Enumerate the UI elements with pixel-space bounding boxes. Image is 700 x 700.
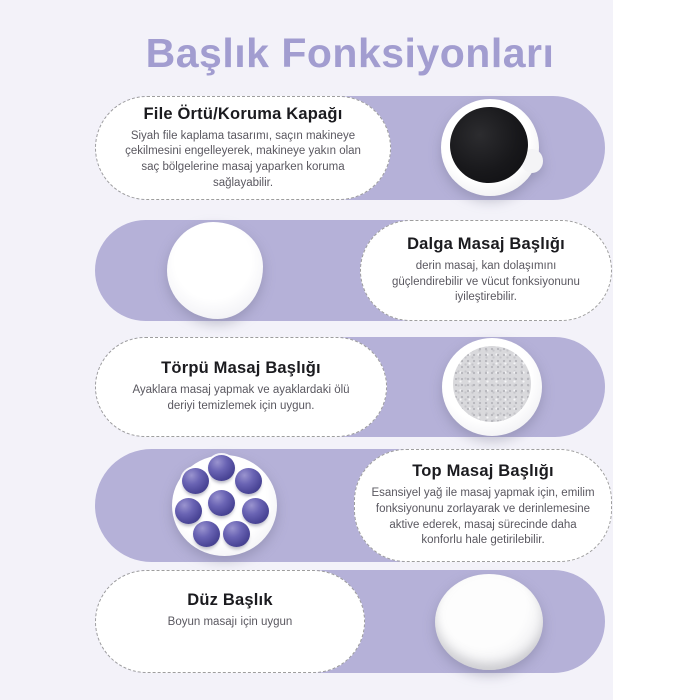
section-flat-head: [95, 570, 605, 673]
massage-ball: [182, 468, 209, 494]
massage-ball: [175, 498, 202, 524]
file-head-card: [95, 337, 387, 437]
section-ball-head: [95, 449, 605, 562]
section-wave-head: [95, 220, 605, 321]
mesh-cover-title: File Örtü/Koruma Kapağı: [143, 104, 343, 123]
massage-ball: [242, 498, 269, 524]
wave-head-description: derin masaj, kan dolaşımını güçlendirebilir ve vücut fonksiyonunu iyileştirebilir.: [392, 260, 580, 304]
flat-head-title: Düz Başlık: [187, 591, 273, 609]
flat-head-card: [95, 570, 365, 673]
file-head-description: Ayaklara masaj yapmak ve ayaklardaki ölü deriyi temizlemek için uygun.: [132, 384, 350, 412]
file-massage-head-image: [442, 338, 542, 436]
ball-head-title: Top Masaj Başlığı: [412, 462, 554, 481]
massage-ball: [193, 521, 220, 547]
flat-head-image: [435, 574, 543, 670]
massage-ball: [208, 455, 235, 481]
file-head-surface: [453, 346, 531, 422]
page-title: Başlık Fonksiyonları: [145, 30, 555, 76]
ball-massage-head-image: [172, 453, 277, 558]
wave-head-title: Dalga Masaj Başlığı: [407, 235, 565, 254]
ball-head-description: Esansiyel yağ ile masaj yapmak için, emilim fonksiyonunu zorlayarak ve derinlemesine aktive ederek, masaj sürecinde daha konforlu hale getirilebilir.: [371, 487, 595, 547]
file-head-title: Törpü Masaj Başlığı: [161, 359, 321, 378]
ball-head-card: [354, 449, 612, 562]
mesh-cover-card: [95, 96, 391, 200]
massage-ball: [235, 468, 262, 494]
section-file-head: [95, 337, 605, 437]
right-margin-strip: [613, 0, 700, 700]
mesh-cover-head-image: [441, 99, 539, 196]
mesh-cover-description: Siyah file kaplama tasarımı, saçın makineye çekilmesini engelleyerek, makineye yakın olan saç bölgelerine masaj yaparken koruma sağlayabilir.: [125, 129, 361, 189]
section-mesh-cover: [95, 96, 605, 200]
massage-ball: [208, 490, 235, 516]
wave-massage-head-image: [167, 222, 263, 319]
flat-head-description: Boyun masajı için uygun: [167, 616, 293, 628]
massage-ball: [223, 521, 250, 547]
wave-head-card: [360, 220, 612, 321]
